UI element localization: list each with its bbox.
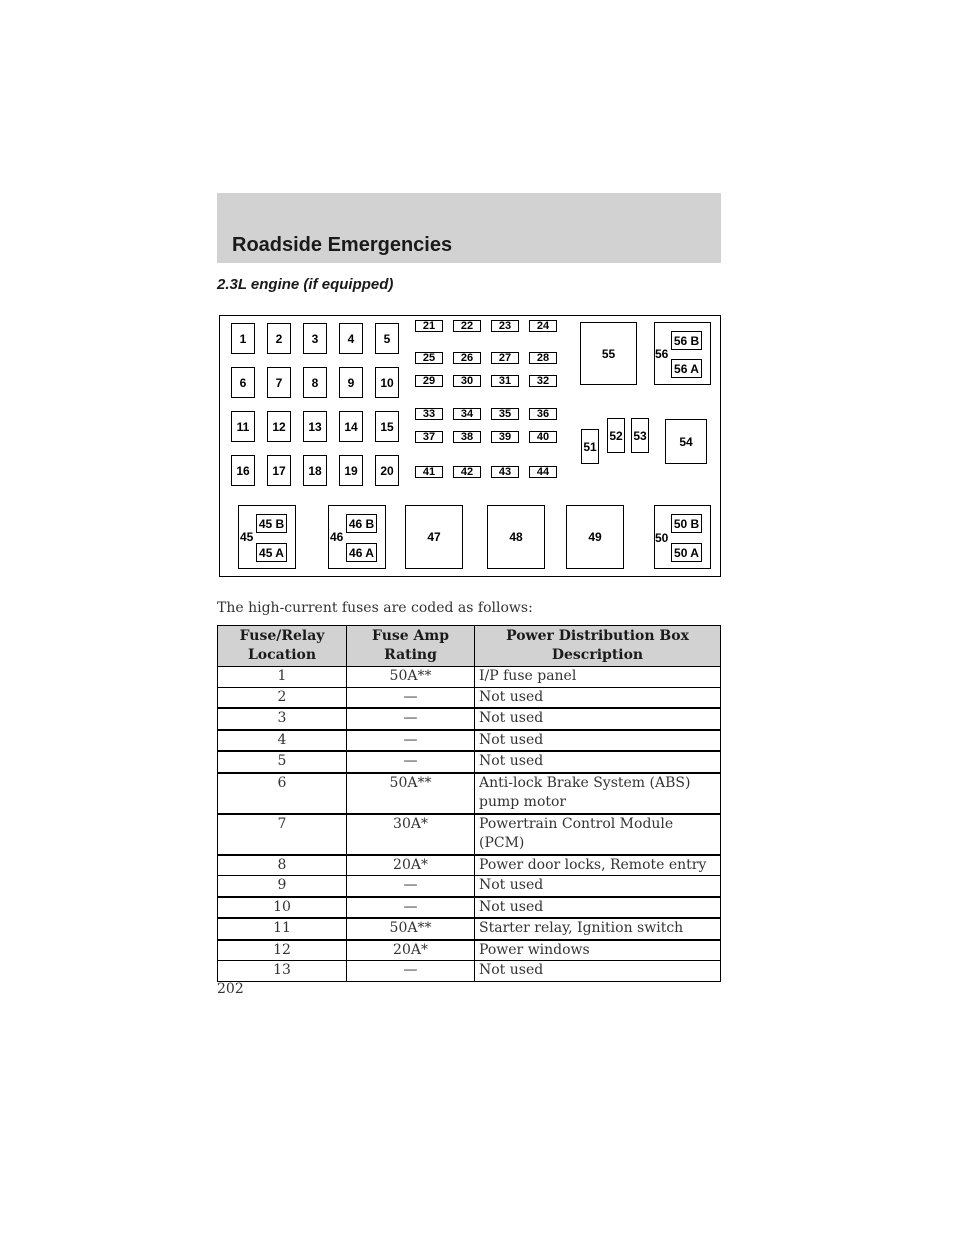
subsection-title: 2.3L engine (if equipped) — [217, 276, 394, 293]
fuse-48: 48 — [487, 505, 545, 569]
fuse-46b: 46 B — [346, 514, 377, 533]
cell-rating — [347, 667, 475, 688]
fuse-label-50: 50 — [655, 531, 669, 545]
cell-description-text: Not used — [479, 962, 544, 978]
cell-location-text: 9 — [277, 877, 287, 893]
cell-description — [475, 773, 721, 814]
cell-description — [475, 814, 721, 855]
table-row — [218, 751, 721, 773]
cell-description-text: I/P fuse panel — [479, 668, 577, 684]
fuse-17: 17 — [267, 455, 291, 486]
cell-description-text: Not used — [479, 731, 544, 748]
fuse-15: 15 — [375, 411, 399, 442]
cell-rating — [347, 687, 475, 708]
table-row — [218, 708, 721, 730]
cell-description-text: Not used — [479, 877, 544, 893]
cell-description — [475, 751, 721, 773]
fuse-21: 21 — [415, 320, 443, 332]
fuse-29: 29 — [415, 375, 443, 387]
fuse-23: 23 — [491, 320, 519, 332]
cell-location-text: 6 — [277, 774, 287, 791]
table-row — [218, 687, 721, 708]
cell-rating — [347, 940, 475, 961]
cell-rating-text: — — [403, 962, 418, 978]
table-row — [218, 814, 721, 855]
fuse-14: 14 — [339, 411, 363, 442]
cell-location — [218, 667, 347, 688]
fuse-16: 16 — [231, 455, 255, 486]
fuse-47: 47 — [405, 505, 463, 569]
cell-location — [218, 855, 347, 876]
cell-rating — [347, 855, 475, 876]
cell-location-text: 3 — [277, 710, 287, 726]
cell-description-text: Starter relay, Ignition switch — [479, 920, 684, 936]
cell-rating-text: — — [403, 753, 418, 769]
cell-description-text: Power door locks, Remote entry — [479, 856, 707, 873]
cell-description — [475, 730, 721, 752]
cell-location — [218, 961, 347, 982]
fuse-43: 43 — [491, 466, 519, 478]
section-header-band — [217, 193, 721, 263]
cell-rating — [347, 730, 475, 752]
fuse-table — [217, 625, 721, 982]
page-number: 202 — [217, 981, 244, 997]
cell-description-text-line2: pump motor — [479, 794, 567, 810]
fuse-28: 28 — [529, 352, 557, 364]
cell-description-text: Not used — [479, 753, 544, 769]
cell-rating-text: — — [403, 877, 418, 893]
cell-rating — [347, 961, 475, 982]
cell-rating — [347, 814, 475, 855]
cell-location-text: 1 — [277, 668, 287, 684]
fuse-35: 35 — [491, 408, 519, 420]
cell-rating — [347, 897, 475, 919]
fuse-41: 41 — [415, 466, 443, 478]
cell-description — [475, 855, 721, 876]
table-row — [218, 730, 721, 752]
table-row — [218, 961, 721, 982]
fuse-13: 13 — [303, 411, 327, 442]
fuse-45a: 45 A — [256, 543, 287, 562]
cell-rating-text: 50A** — [389, 920, 432, 936]
cell-location — [218, 773, 347, 814]
cell-rating-text: — — [403, 688, 418, 705]
fuse-9: 9 — [339, 367, 363, 398]
cell-location — [218, 897, 347, 919]
header-description — [475, 626, 721, 667]
cell-location — [218, 730, 347, 752]
cell-description — [475, 687, 721, 708]
cell-location — [218, 708, 347, 730]
cell-description — [475, 940, 721, 961]
table-row — [218, 773, 721, 814]
fuse-50b: 50 B — [671, 514, 702, 533]
cell-location-text: 8 — [277, 856, 287, 873]
fuse-box-diagram — [219, 315, 721, 577]
cell-rating — [347, 751, 475, 773]
fuse-55: 55 — [580, 322, 637, 385]
fuse-label-45: 45 — [240, 530, 254, 544]
cell-rating-text: 20A* — [393, 941, 428, 958]
cell-description-text: Powertrain Control Module (PCM) — [479, 815, 674, 851]
fuse-50a: 50 A — [671, 543, 702, 562]
cell-location — [218, 687, 347, 708]
cell-description — [475, 897, 721, 919]
fuse-37: 37 — [415, 431, 443, 443]
cell-location-text: 11 — [273, 920, 291, 936]
header-location-line1: Fuse/Relay — [239, 628, 325, 644]
fuse-34: 34 — [453, 408, 481, 420]
fuse-27: 27 — [491, 352, 519, 364]
cell-location-text: 13 — [273, 962, 291, 978]
fuse-19: 19 — [339, 455, 363, 486]
table-row — [218, 667, 721, 688]
cell-rating — [347, 773, 475, 814]
fuse-36: 36 — [529, 408, 557, 420]
fuse-42: 42 — [453, 466, 481, 478]
cell-description — [475, 667, 721, 688]
fuse-49: 49 — [566, 505, 624, 569]
table-row — [218, 940, 721, 961]
cell-location — [218, 918, 347, 940]
fuse-26: 26 — [453, 352, 481, 364]
fuse-46a: 46 A — [346, 543, 377, 562]
fuse-3: 3 — [303, 323, 327, 354]
fuse-11: 11 — [231, 411, 255, 442]
section-title: Roadside Emergencies — [232, 234, 453, 256]
cell-description — [475, 876, 721, 897]
fuse-40: 40 — [529, 431, 557, 443]
fuse-label-46: 46 — [330, 530, 344, 544]
fuse-10: 10 — [375, 367, 399, 398]
fuse-18: 18 — [303, 455, 327, 486]
cell-rating-text: 30A* — [393, 815, 428, 832]
cell-location-text: 4 — [277, 731, 287, 748]
cell-description-text: Not used — [479, 688, 544, 705]
fuse-2: 2 — [267, 323, 291, 354]
cell-location-text: 10 — [273, 898, 291, 915]
fuse-7: 7 — [267, 367, 291, 398]
cell-description — [475, 961, 721, 982]
cell-description-text: Not used — [479, 898, 544, 915]
fuse-4: 4 — [339, 323, 363, 354]
cell-description-text: Anti-lock Brake System (ABS) — [479, 774, 691, 791]
fuse-51: 51 — [581, 429, 599, 464]
fuse-33: 33 — [415, 408, 443, 420]
fuse-1: 1 — [231, 323, 255, 354]
cell-rating-text: — — [403, 710, 418, 726]
fuse-8: 8 — [303, 367, 327, 398]
fuse-44: 44 — [529, 466, 557, 478]
header-amp-line2: Rating — [384, 647, 437, 663]
fuse-38: 38 — [453, 431, 481, 443]
cell-rating — [347, 876, 475, 897]
table-header-row — [218, 626, 721, 667]
fuse-label-56: 56 — [655, 347, 669, 361]
header-desc-line2: Description — [551, 647, 644, 663]
fuse-24: 24 — [529, 320, 557, 332]
cell-rating-text: — — [403, 731, 418, 748]
fuse-6: 6 — [231, 367, 255, 398]
fuse-56a: 56 A — [671, 359, 702, 378]
cell-location — [218, 814, 347, 855]
cell-location-text: 12 — [273, 941, 291, 958]
fuse-12: 12 — [267, 411, 291, 442]
cell-rating-text: 20A* — [393, 856, 428, 873]
cell-description — [475, 918, 721, 940]
cell-rating — [347, 708, 475, 730]
intro-text: The high-current fuses are coded as follows: — [217, 600, 533, 616]
table-row — [218, 897, 721, 919]
fuse-39: 39 — [491, 431, 519, 443]
cell-location-text: 5 — [277, 753, 287, 769]
cell-location — [218, 940, 347, 961]
fuse-20: 20 — [375, 455, 399, 486]
header-amp-line1: Fuse Amp — [372, 628, 449, 644]
cell-rating-text: 50A** — [389, 774, 432, 791]
table-row — [218, 855, 721, 876]
cell-rating — [347, 918, 475, 940]
table-body — [218, 667, 721, 982]
header-desc-line1: Power Distribution Box — [506, 628, 689, 644]
cell-description-text: Not used — [479, 710, 544, 726]
cell-location-text: 2 — [277, 688, 287, 705]
cell-location-text: 7 — [277, 815, 287, 832]
cell-description-text: Power windows — [479, 941, 590, 958]
fuse-45b: 45 B — [256, 514, 287, 533]
fuse-25: 25 — [415, 352, 443, 364]
fuse-56b: 56 B — [671, 331, 702, 350]
cell-location — [218, 751, 347, 773]
header-amp-rating — [347, 626, 475, 667]
fuse-32: 32 — [529, 375, 557, 387]
fuse-30: 30 — [453, 375, 481, 387]
table-row — [218, 876, 721, 897]
header-location — [218, 626, 347, 667]
header-location-line2: Location — [247, 647, 317, 663]
fuse-31: 31 — [491, 375, 519, 387]
fuse-22: 22 — [453, 320, 481, 332]
fuse-5: 5 — [375, 323, 399, 354]
cell-description — [475, 708, 721, 730]
cell-rating-text: 50A** — [389, 668, 432, 684]
fuse-53: 53 — [631, 418, 649, 453]
cell-location — [218, 876, 347, 897]
cell-rating-text: — — [403, 898, 418, 915]
fuse-52: 52 — [607, 418, 625, 453]
table-row — [218, 918, 721, 940]
fuse-54: 54 — [665, 419, 707, 464]
